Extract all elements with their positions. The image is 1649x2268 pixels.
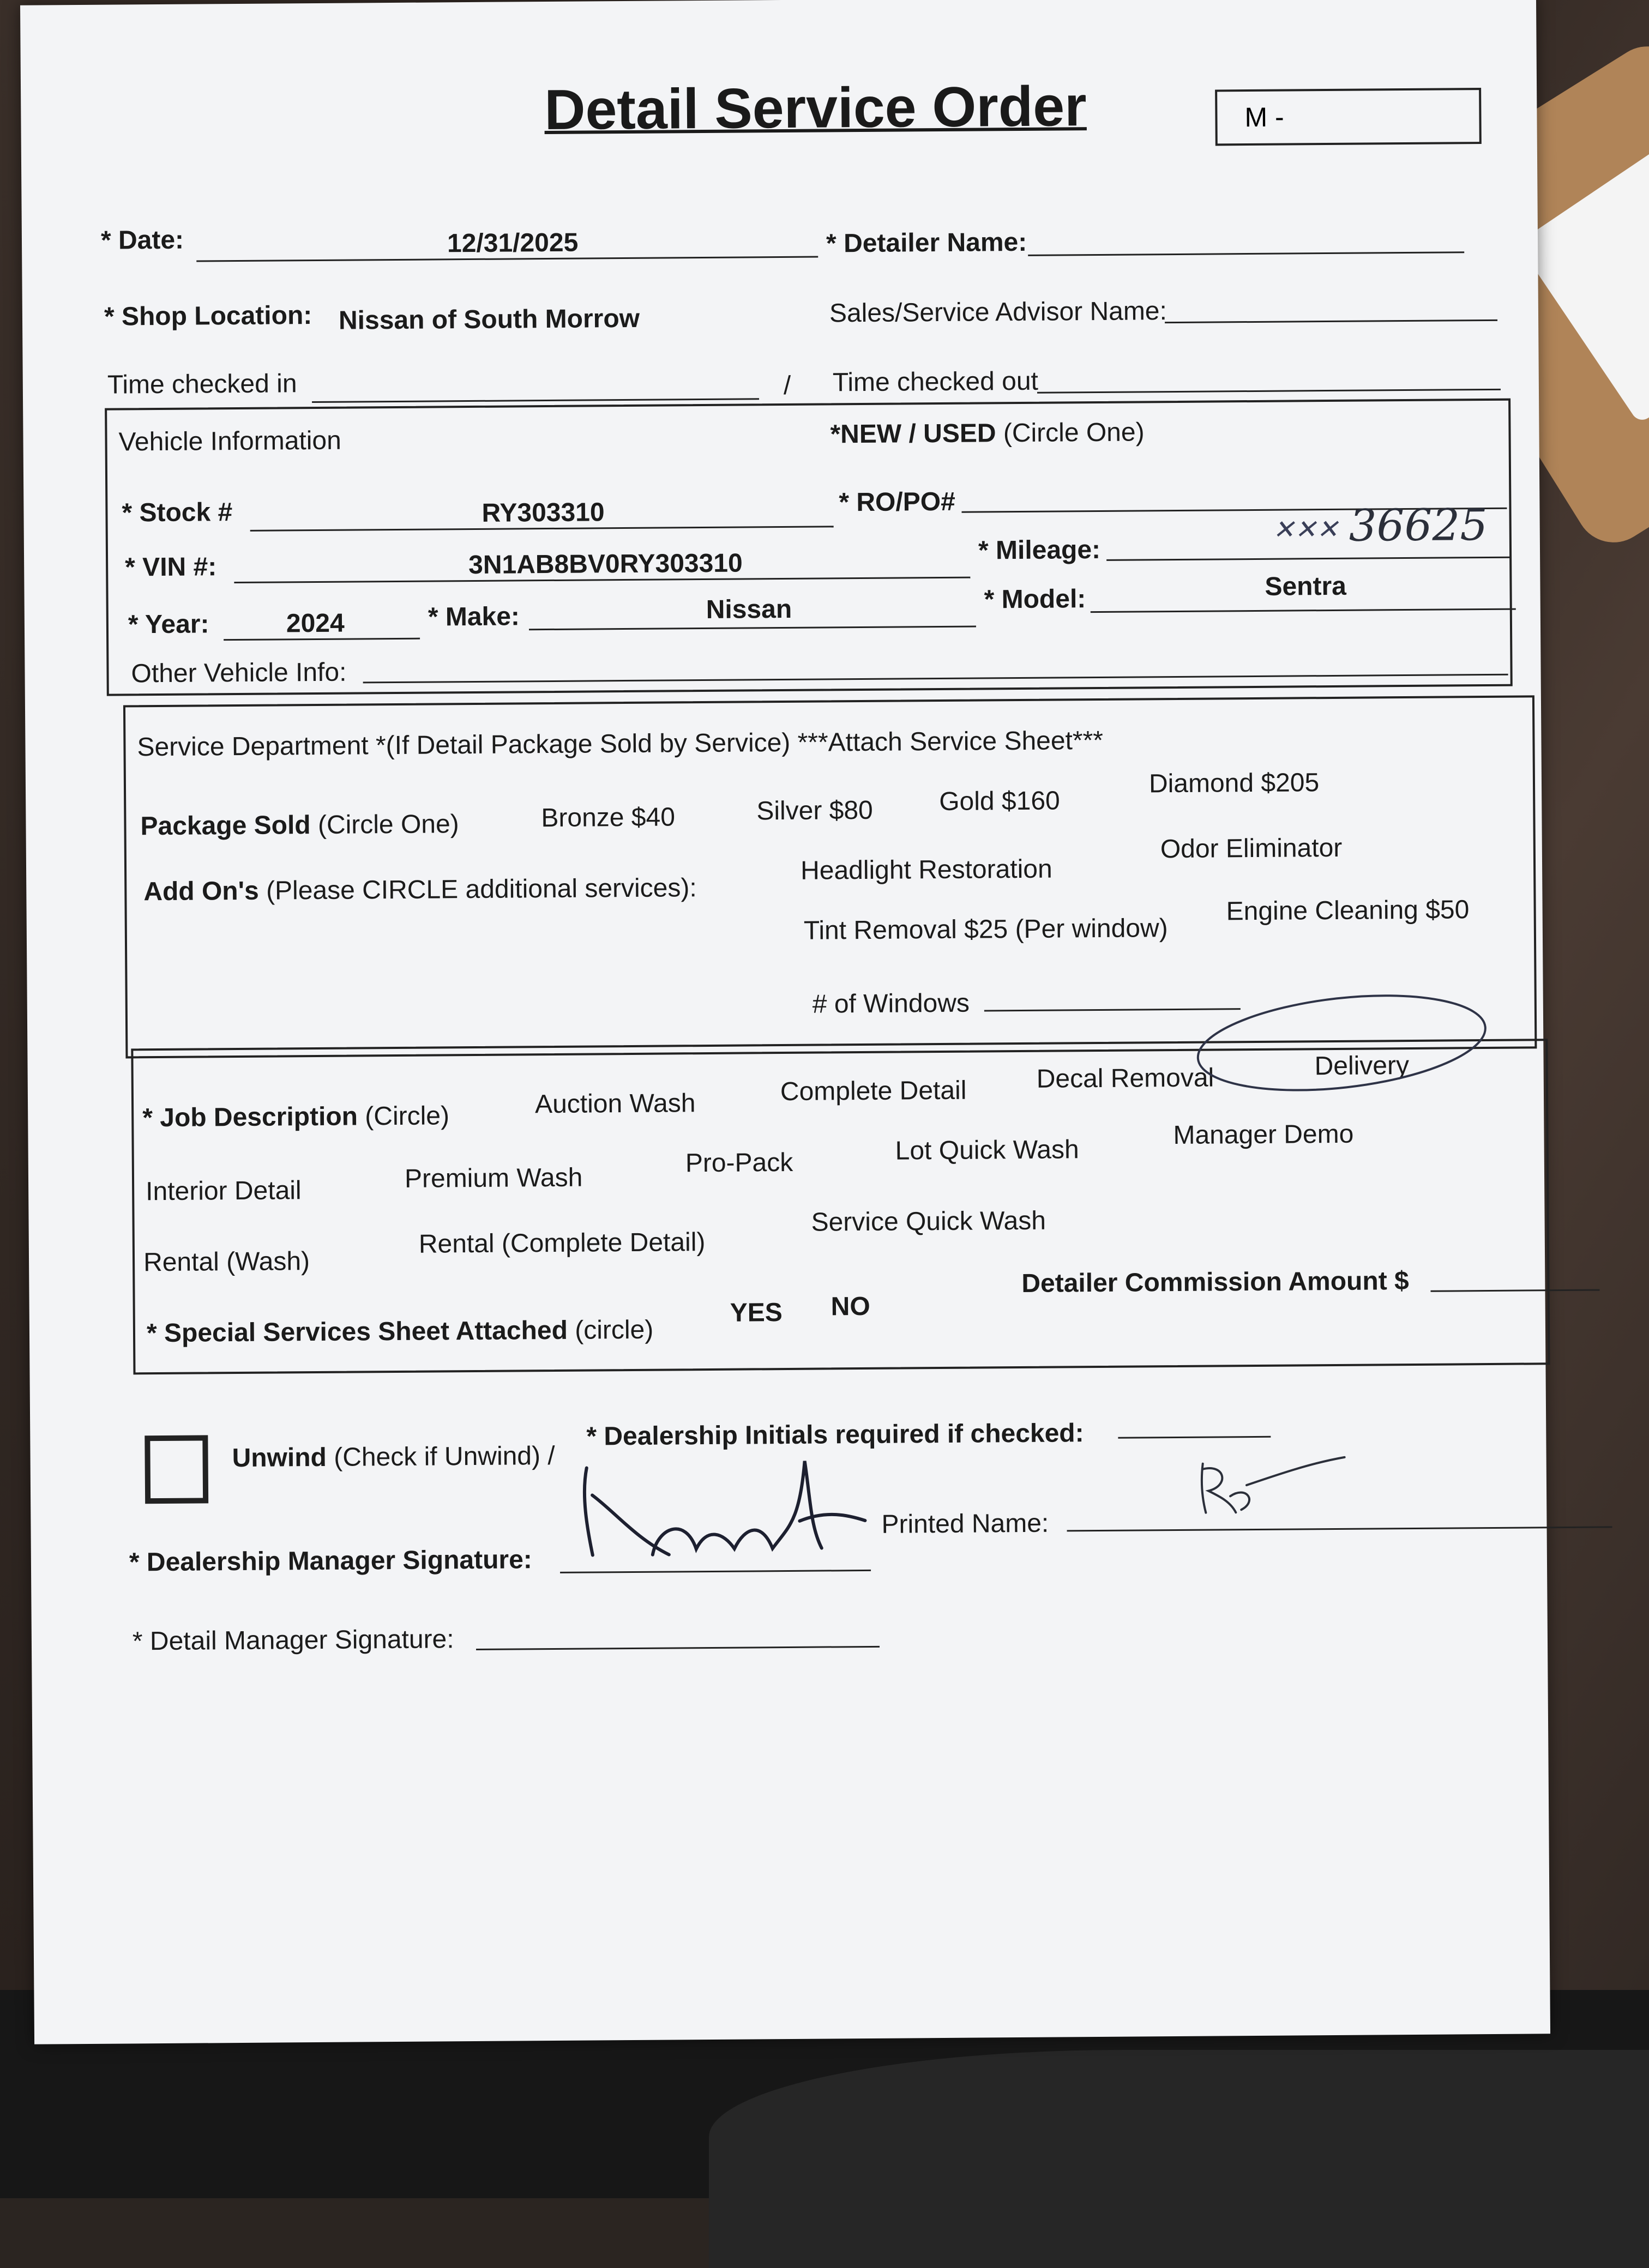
year-value: 2024: [286, 608, 345, 638]
add-ons-bold: Add On's: [143, 876, 259, 907]
vin-value: 3N1AB8BV0RY303310: [468, 548, 743, 580]
vin-label: * VIN #:: [124, 552, 217, 582]
vehicle-info-heading: Vehicle Information: [118, 426, 341, 457]
time-out-label: Time checked out: [832, 366, 1039, 397]
special-services-label: [147, 1315, 654, 1348]
new-used-note: (Circle One): [1003, 418, 1145, 448]
package-sold-note: (Circle One): [317, 810, 459, 840]
unwind-note: (Check if Unwind) /: [334, 1441, 555, 1472]
job-rental-wash[interactable]: Rental (Wash): [143, 1247, 310, 1277]
add-ons-label: [143, 873, 697, 907]
ro-po-label: * RO/PO#: [839, 487, 955, 517]
mileage-label: * Mileage:: [978, 535, 1101, 565]
package-silver[interactable]: Silver $80: [756, 795, 873, 826]
addon-engine-cleaning[interactable]: Engine Cleaning $50: [1226, 895, 1470, 926]
advisor-name-label: Sales/Service Advisor Name:: [829, 297, 1167, 328]
special-services-no[interactable]: NO: [830, 1292, 870, 1322]
dealership-initials-line[interactable]: [1118, 1436, 1271, 1439]
advisor-name-line[interactable]: [1165, 319, 1497, 323]
stock-label: * Stock #: [122, 498, 233, 528]
addon-tint-removal[interactable]: Tint Removal $25 (Per window): [803, 914, 1168, 945]
mileage-value: 36625: [1349, 499, 1488, 551]
job-rental-complete-detail[interactable]: Rental (Complete Detail): [418, 1228, 706, 1259]
make-value: Nissan: [706, 594, 792, 624]
job-description-note: (Circle): [365, 1101, 450, 1131]
shop-location-value: Nissan of South Morrow: [338, 304, 640, 335]
dealership-manager-signature-label: * Dealership Manager Signature:: [129, 1545, 532, 1577]
package-sold-bold: Package Sold: [140, 811, 311, 841]
date-label: * Date:: [100, 225, 184, 255]
printed-name-label: Printed Name:: [881, 1509, 1049, 1539]
other-vehicle-info-label: Other Vehicle Info:: [131, 658, 347, 689]
model-value: Sentra: [1265, 571, 1347, 601]
date-value: 12/31/2025: [447, 228, 579, 258]
job-lot-quick-wash[interactable]: Lot Quick Wash: [895, 1135, 1079, 1166]
job-auction-wash[interactable]: Auction Wash: [534, 1089, 696, 1119]
job-service-quick-wash[interactable]: Service Quick Wash: [811, 1206, 1046, 1237]
add-ons-note: (Please CIRCLE additional services):: [266, 873, 697, 906]
package-sold-label: [140, 809, 459, 841]
stock-value: RY303310: [482, 498, 605, 528]
special-services-star: *: [146, 1319, 157, 1348]
job-decal-removal[interactable]: Decal Removal: [1036, 1063, 1214, 1094]
addon-odor-eliminator[interactable]: Odor Eliminator: [1160, 833, 1343, 864]
service-department-heading: Service Department *(If Detail Package Sold by Service) ***Attach Service Sheet***: [137, 726, 1104, 762]
job-complete-detail[interactable]: Complete Detail: [780, 1076, 967, 1107]
service-order-sheet: [20, 0, 1550, 2044]
printed-name-line[interactable]: [1067, 1526, 1612, 1531]
job-premium-wash[interactable]: Premium Wash: [404, 1163, 583, 1193]
job-manager-demo[interactable]: Manager Demo: [1173, 1119, 1354, 1150]
detailer-name-line[interactable]: [1028, 251, 1464, 256]
special-services-yes[interactable]: YES: [730, 1298, 783, 1328]
time-in-label: Time checked in: [107, 369, 297, 400]
detail-manager-signature-line[interactable]: [476, 1646, 880, 1650]
new-used-bold: *NEW / USED: [830, 419, 996, 449]
time-in-line[interactable]: [312, 398, 759, 403]
commission-amount-label: Detailer Commission Amount $: [1021, 1266, 1409, 1298]
dealership-initials-label: * Dealership Initials required if checked:: [586, 1419, 1084, 1451]
windows-count-label: # of Windows: [812, 988, 970, 1019]
new-used-label: [830, 417, 1144, 449]
make-label: * Make:: [428, 602, 520, 632]
manager-signature-mark: [570, 1428, 876, 1572]
time-out-line[interactable]: [1037, 389, 1501, 394]
model-label: * Model:: [984, 584, 1086, 614]
shop-location-label: * Shop Location:: [104, 301, 312, 331]
unwind-checkbox[interactable]: [145, 1435, 208, 1504]
year-label: * Year:: [128, 610, 209, 640]
job-delivery[interactable]: Delivery: [1314, 1051, 1410, 1081]
package-bronze[interactable]: Bronze $40: [541, 803, 676, 833]
job-description-bold: Job Description: [160, 1102, 358, 1133]
special-services-note: (circle): [575, 1315, 654, 1345]
package-gold[interactable]: Gold $160: [939, 786, 1060, 817]
order-number-box[interactable]: [1215, 88, 1482, 146]
detailer-name-label: * Detailer Name:: [826, 227, 1027, 258]
job-interior-detail[interactable]: Interior Detail: [145, 1176, 302, 1207]
form-title: Detail Service Order: [544, 75, 1087, 142]
printed-name-initials-mark: [1192, 1452, 1356, 1524]
delivery-circle-mark: [1189, 987, 1495, 1099]
time-separator: /: [783, 371, 791, 400]
addon-headlight-restoration[interactable]: Headlight Restoration: [800, 854, 1052, 885]
order-number-prefix: M -: [1244, 101, 1284, 133]
job-pro-pack[interactable]: Pro-Pack: [685, 1148, 793, 1178]
job-description-star: *: [142, 1103, 153, 1133]
unwind-bold: Unwind: [232, 1443, 327, 1473]
mileage-scribble: ✕✕✕: [1272, 514, 1339, 545]
unwind-label: [232, 1441, 555, 1473]
detail-manager-signature-label: * Detail Manager Signature:: [132, 1625, 454, 1656]
lap-fabric: [709, 2050, 1649, 2268]
special-services-bold: Special Services Sheet Attached: [164, 1316, 568, 1348]
job-description-label: [142, 1101, 449, 1133]
package-diamond[interactable]: Diamond $205: [1148, 768, 1320, 799]
